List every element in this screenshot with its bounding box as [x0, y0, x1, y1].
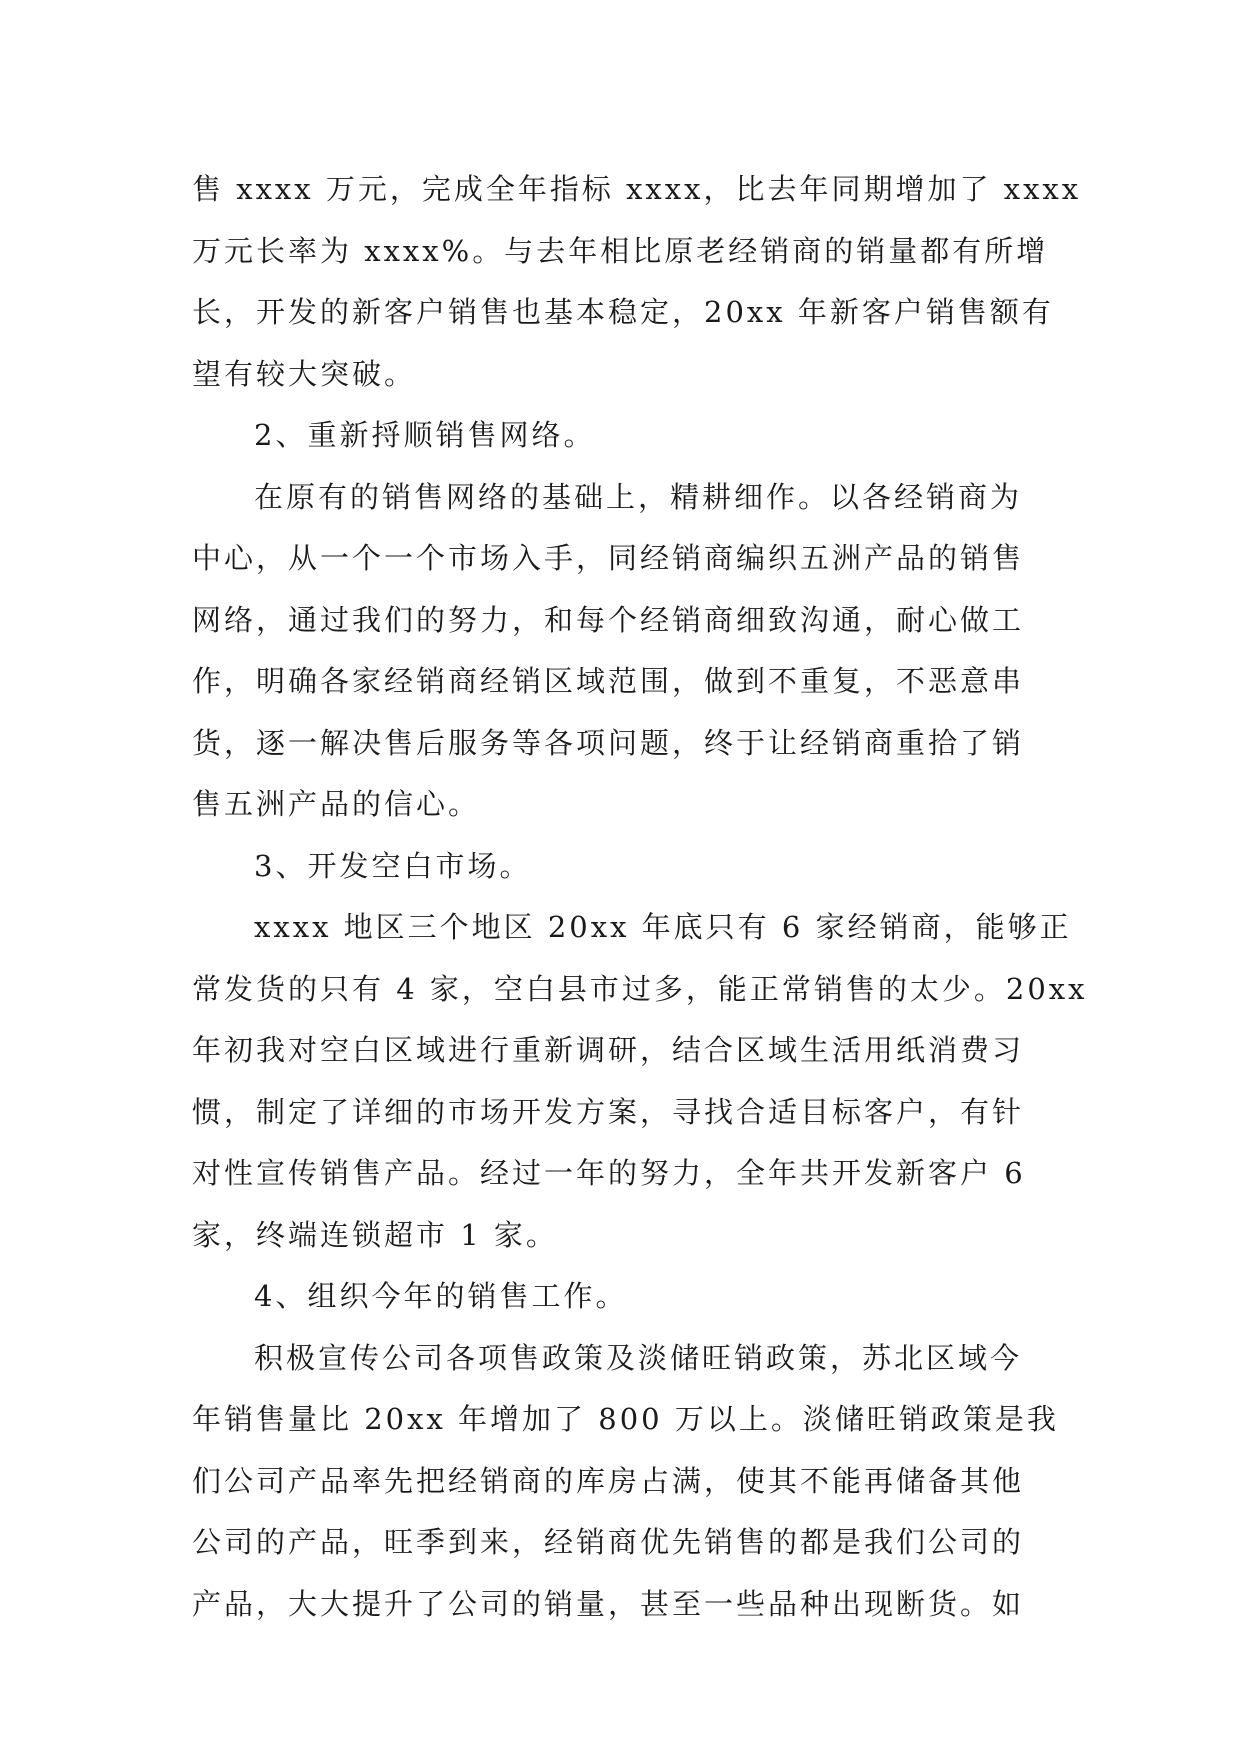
text-line: 在原有的销售网络的基础上，精耕细作。以各经销商为: [254, 479, 1023, 514]
text-line: 售 xxxx 万元，完成全年指标 xxxx，比去年同期增加了 xxxx: [192, 172, 1082, 206]
text-line: 售五洲产品的信心。: [192, 787, 481, 821]
text-line: 2、重新捋顺销售网络。: [254, 418, 596, 452]
text-line: 中心，从一个一个市场入手，同经销商编织五洲产品的销售: [192, 541, 1025, 575]
text-line: xxxx 地区三个地区 20xx 年底只有 6 家经销商，能够正: [254, 910, 1072, 944]
text-line: 望有较大突破。: [192, 356, 417, 391]
text-line: 们公司产品率先把经销商的库房占满，使其不能再储备其他: [192, 1463, 1025, 1498]
text-line: 年初我对空白区域进行重新调研，结合区域生活用纸消费习: [192, 1033, 1025, 1067]
text-line: 公司的产品，旺季到来，经销商优先销售的都是我们公司的: [192, 1525, 1025, 1559]
text-line: 对性宣传销售产品。经过一年的努力，全年共开发新客户 6: [192, 1156, 1026, 1190]
text-line: 惯，制定了详细的市场开发方案，寻找合适目标客户，有针: [192, 1094, 1025, 1129]
text-line: 家，终端连锁超市 1 家。: [192, 1217, 558, 1252]
text-line: 4、组织今年的销售工作。: [254, 1279, 628, 1313]
text-line: 年销售量比 20xx 年增加了 800 万以上。淡储旺销政策是我: [192, 1402, 1059, 1436]
text-line: 网络，通过我们的努力，和每个经销商细致沟通，耐心做工: [192, 602, 1025, 637]
text-line: 3、开发空白市场。: [254, 848, 532, 883]
text-line: 产品，大大提升了公司的销量，甚至一些品种出现断货。如: [192, 1586, 1025, 1621]
text-line: 常发货的只有 4 家，空白县市过多，能正常销售的太少。20xx: [192, 971, 1088, 1006]
text-line: 万元长率为 xxxx%。与去年相比原老经销商的销量都有所增: [192, 233, 1049, 268]
document-body: [192, 159, 1088, 1635]
text-line: 长，开发的新客户销售也基本稳定，20xx 年新客户销售额有: [192, 295, 1054, 329]
text-line: 作，明确各家经销商经销区域范围，做到不重复，不恶意串: [192, 664, 1025, 698]
text-line: 货，逐一解决售后服务等各项问题，终于让经销商重拾了销: [192, 725, 1025, 760]
text-line: 积极宣传公司各项售政策及淡储旺销政策，苏北区域今: [254, 1340, 1023, 1375]
